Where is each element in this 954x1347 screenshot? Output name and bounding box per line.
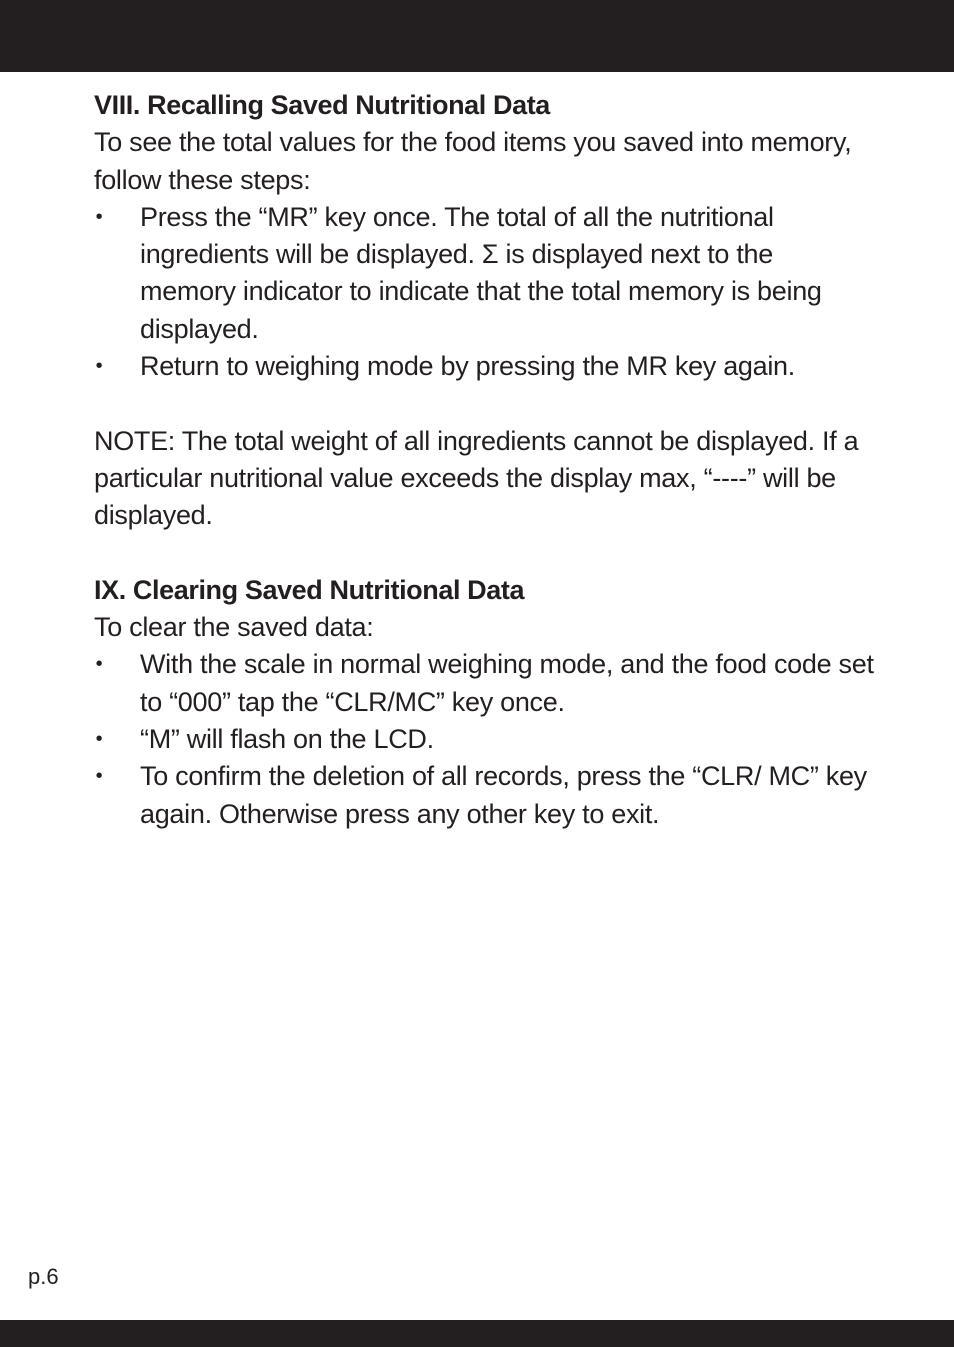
steps-list-clearing: [94, 646, 874, 832]
list-item-text: “M” will flash on the LCD.: [140, 724, 434, 755]
bullet-icon: •: [95, 205, 103, 228]
spacer: [94, 385, 874, 422]
note-paragraph: NOTE: The total weight of all ingredients cannot be displayed. If a particular nutritional value exceeds the display max, “----” will be displayed.: [94, 425, 859, 531]
section-heading-clearing: IX. Clearing Saved Nutritional Data: [94, 574, 525, 605]
list-item: [94, 646, 874, 721]
document-content: [94, 87, 874, 833]
steps-list-recalling: [94, 199, 874, 385]
bullet-icon: •: [95, 653, 103, 676]
bullet-icon: •: [95, 765, 103, 788]
list-item: [94, 721, 874, 758]
section-heading-recalling: VIII. Recalling Saved Nutritional Data: [94, 90, 550, 120]
list-item: [94, 758, 874, 833]
section-intro-clearing: To clear the saved data:: [94, 612, 374, 643]
section-intro-recalling: To see the total values for the food items you saved into memory, follow these steps:: [94, 127, 852, 195]
header-bar: [0, 0, 954, 72]
page-number: p.6: [28, 1264, 59, 1289]
bullet-icon: •: [95, 355, 103, 378]
bullet-icon: •: [95, 728, 103, 751]
list-item-text: With the scale in normal weighing mode, and the food code set to “000” tap the “CLR/MC” key once.: [140, 649, 874, 717]
list-item-text: Return to weighing mode by pressing the MR key again.: [140, 351, 795, 382]
list-item: [94, 348, 874, 385]
list-item: [94, 199, 874, 348]
list-item-text: Press the “MR” key once. The total of all the nutritional ingredients will be displayed. Σ is displayed next to the memory indicator to indicate that the total memory is being displayed.: [140, 201, 822, 344]
footer-bar: [0, 1320, 954, 1347]
spacer: [94, 535, 874, 572]
list-item-text: To confirm the deletion of all records, press the “CLR/ MC” key again. Otherwise press any other key to exit.: [140, 761, 867, 829]
